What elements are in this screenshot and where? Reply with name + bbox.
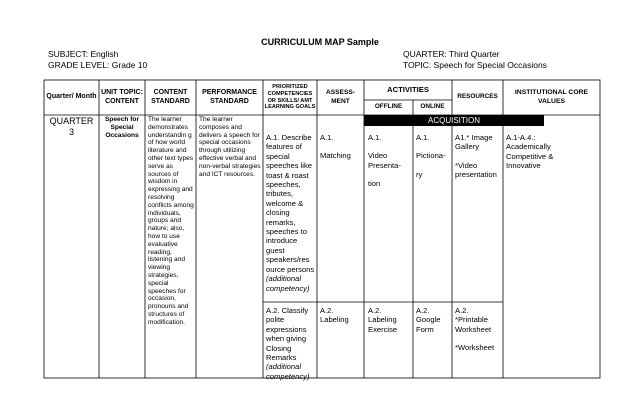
performance-standard-cell: The learner composes and delivers a speech for special occasions through utilizing effective verbal and non-verbal strategies and ICT resources. <box>199 116 261 178</box>
online-a2-label: A.2. <box>416 306 430 315</box>
subject-label: SUBJECT: English <box>48 49 119 59</box>
resources-a1-value-2: *Video presentation <box>455 160 497 180</box>
assessment-a2-value: Labeling <box>320 315 349 325</box>
online-a2 <box>416 306 452 334</box>
offline-a2-label: A.2. <box>368 306 382 315</box>
online-a1-value-1: Pictiona- <box>416 151 446 161</box>
assessment-a2-label: A.2. <box>320 306 334 315</box>
competency-a2 <box>266 306 316 381</box>
resources-a2-value-1: *Printable Worksheet <box>455 315 492 334</box>
content-standard-cell: The learner demonstrates understandin g of how world literature and other text types serve as sources of wisdom in expressing and resolving conflicts among individuals, groups and nature; also, how to use evaluative reading, listening and viewing strategies, special speeches for occasion, pronouns and structures of modification. <box>148 116 194 326</box>
assessment-a2 <box>320 306 363 325</box>
header-content-standard: CONTENT STANDARD <box>151 89 190 105</box>
offline-a2-value: Labeling Exercise <box>368 315 398 334</box>
offline-a1 <box>368 133 412 189</box>
header-quarter-month: Quarter/ Month <box>46 93 97 101</box>
competency-a1-note: (additional competency) <box>266 274 310 293</box>
quarter-cell: QUARTER 3 <box>49 116 94 137</box>
offline-a1-label: A.1. <box>368 133 382 142</box>
header-online: ONLINE <box>420 103 445 111</box>
header-performance-standard: PERFORMANCE STANDARD <box>202 89 257 105</box>
header-activities: ACTIVITIES <box>387 84 429 94</box>
online-a1-label: A.1. <box>416 133 430 142</box>
competency-a2-note: (additional competency) <box>266 362 310 381</box>
online-a2-value: Google Form <box>416 315 441 334</box>
online-a1-value-2: ry <box>416 169 423 179</box>
competency-a1-text: A.1. Describe features of special speeches like toast & roast speeches, tributes, welcome & closing remarks, speeches to introduce guest speakers/res ource persons <box>266 133 315 274</box>
resources-a1 <box>455 133 503 180</box>
header-resources: RESOURCES <box>457 93 498 101</box>
resources-a2-value-2: *Worksheet <box>455 343 495 353</box>
offline-a1-value-1: Video Presenta- <box>368 151 401 170</box>
resources-a2-label: A.2. <box>455 306 469 315</box>
competency-a2-text: A.2. Classify polite expressions when giving Closing Remarks <box>266 306 309 363</box>
assessment-a1 <box>320 133 363 161</box>
grade-level-label: GRADE LEVEL: Grade 10 <box>48 60 148 70</box>
header-offline: OFFLINE <box>374 103 403 111</box>
offline-a1-value-2: tion <box>368 179 381 189</box>
online-a1 <box>416 133 452 179</box>
assessment-a1-label: A.1. <box>320 133 334 142</box>
resources-a1-value-1: A1.* Image Gallery <box>455 133 493 152</box>
header-core-values: INSTITUTIONAL CORE VALUES <box>514 89 589 105</box>
resources-a2 <box>455 306 503 353</box>
acquisition-banner: ACQUISITION <box>364 115 544 126</box>
header-unit-topic: UNIT TOPIC: CONTENT <box>101 89 143 105</box>
unit-topic-cell: Speech for Special Occasions <box>104 116 140 139</box>
offline-a2 <box>368 306 412 334</box>
competency-a1 <box>266 133 316 293</box>
header-competencies: PRIORITIZED COMPETENCIES OR SKILLS/ AMT LEARNING GOALS <box>264 84 316 111</box>
quarter-label: QUARTER: Third Quarter <box>403 49 500 59</box>
header-assessment: ASSESS- MENT <box>326 89 355 105</box>
page-title: CURRICULUM MAP Sample <box>261 37 379 47</box>
topic-label: TOPIC: Speech for Special Occasions <box>403 60 547 70</box>
assessment-a1-value: Matching <box>320 151 351 161</box>
core-values-cell: A.1-A.4.: Academically Competitive & Innovative <box>506 133 554 171</box>
